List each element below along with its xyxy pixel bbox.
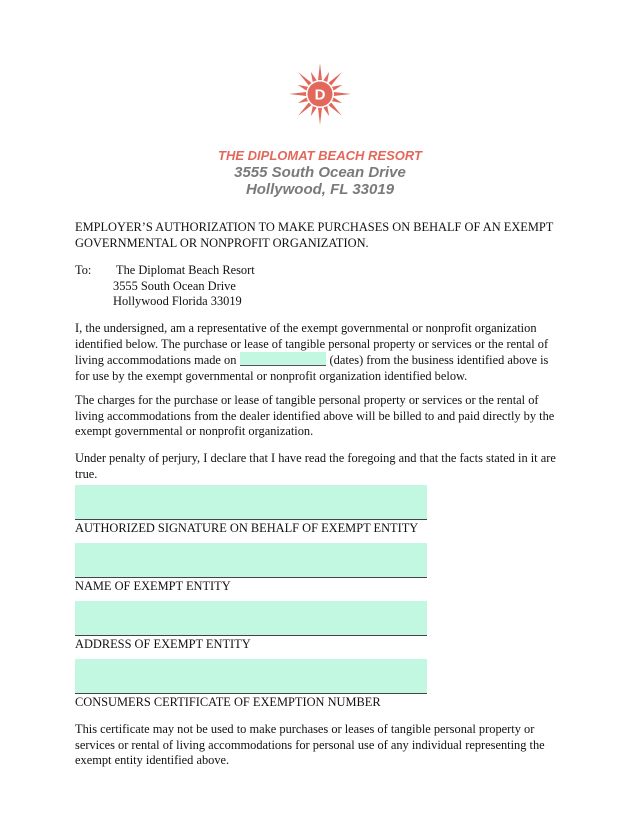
resort-name: THE DIPLOMAT BEACH RESORT [218,148,422,163]
to-label: To: [75,263,92,277]
logo-ray [289,92,307,96]
addressee-city: Hollywood Florida 33019 [113,294,242,309]
diplomat-sunburst-logo [288,62,352,126]
addressee-street: 3555 South Ocean Drive [113,278,236,293]
logo-letter: D [314,86,326,104]
resort-street: 3555 South Ocean Drive [234,164,406,181]
entity-name-label: NAME OF EXEMPT ENTITY [75,579,231,593]
footer-disclaimer: This certificate may not be used to make purchases or leases of tangible personal property or services or rental of living accommodations for personal use of any individual representing the exempt entity identified above. [75,722,545,768]
billing-paragraph: The charges for the purchase or lease of tangible personal property or services or the rental of living accommodations from the dealer identified above will be billed to and paid directly by the exempt governmental or nonprofit organization. [75,393,555,439]
dates-field[interactable] [240,352,326,366]
perjury-paragraph: Under penalty of perjury, I declare that I have read the foregoing and that the facts stated in it are true. [75,451,556,481]
authorization-paragraph [75,321,565,384]
addressee-block [113,263,255,310]
form-title: EMPLOYER’S AUTHORIZATION TO MAKE PURCHASES ON BEHALF OF AN EXEMPT GOVERNMENTAL OR NONPROFIT ORGANIZATION. [75,220,554,250]
authorized-signature-field[interactable] [75,485,427,520]
paragraph1-text-end: (dates) from the business identified above is for use by the exempt governmental or nonprofit organization identified below. [75,353,549,383]
logo-ray [333,92,351,96]
exemption-number-label: CONSUMERS CERTIFICATE OF EXEMPTION NUMBER [75,695,381,709]
resort-city: Hollywood, FL 33019 [245,181,395,198]
entity-name-field[interactable] [75,543,427,578]
exemption-number-field[interactable] [75,659,427,694]
authorized-signature-label: AUTHORIZED SIGNATURE ON BEHALF OF EXEMPT ENTITY [75,521,419,535]
addressee-name: The Diplomat Beach Resort [116,263,255,277]
logo-ray [318,107,322,125]
paragraph1-text-start: I, the undersigned, am a representative of the exempt governmental or nonprofit organization identified below. The purchase or lease of tangible personal property or services or the rental of living accommodations made on [75,321,549,368]
logo-ray [318,63,322,81]
entity-address-field[interactable] [75,601,427,636]
entity-address-label: ADDRESS OF EXEMPT ENTITY [75,637,251,651]
